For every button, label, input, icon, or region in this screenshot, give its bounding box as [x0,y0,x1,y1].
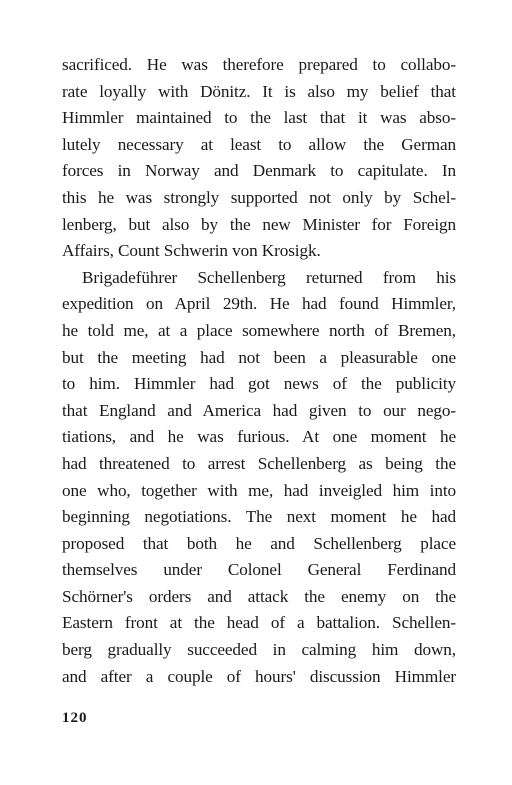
text-line: themselves under Colonel General Ferdinand [62,560,456,580]
text-line: and after a couple of hours' discussion Himmler [62,666,456,686]
text-line: had threatened to arrest Schellenberg as being the [62,453,456,473]
text-line: expedition on April 29th. He had found Himmler, [62,294,456,314]
text-line: Himmler maintained to the last that it was abso- [62,108,456,128]
text-line: forces in Norway and Denmark to capitulate. In [62,161,456,181]
text-line: lutely necessary at least to allow the German [62,134,456,154]
page-number: 120 [62,710,88,726]
text-line: tiations, and he was furious. At one moment he [62,427,456,447]
paragraph-1 [62,52,456,265]
book-page-text [62,52,456,690]
text-line: Affairs, Count Schwerin von Krosigk. [62,241,321,261]
text-line: Schörner's orders and attack the enemy on the [62,586,456,606]
text-line: rate loyally with Dönitz. It is also my belief that [62,81,456,101]
text-line: berg gradually succeeded in calming him down, [62,640,456,660]
paragraph-2 [62,265,456,691]
text-line: he told me, at a place somewhere north of Bremen, [62,320,456,340]
text-line: beginning negotiations. The next moment he had [62,507,456,527]
text-line: Eastern front at the head of a battalion. Schellen- [62,613,456,633]
text-line: to him. Himmler had got news of the publicity [62,374,456,394]
text-line: this he was strongly supported not only by Schel- [62,187,456,207]
text-line: sacrificed. He was therefore prepared to collabo- [62,55,456,74]
text-line: proposed that both he and Schellenberg place [62,533,456,553]
text-line: Brigadeführer Schellenberg returned from his [82,267,456,287]
text-line: but the meeting had not been a pleasurable one [62,347,456,367]
text-line: one who, together with me, had inveigled him into [62,480,456,500]
text-line: lenberg, but also by the new Minister for Foreign [62,214,456,234]
text-line: that England and America had given to our nego- [62,400,456,420]
